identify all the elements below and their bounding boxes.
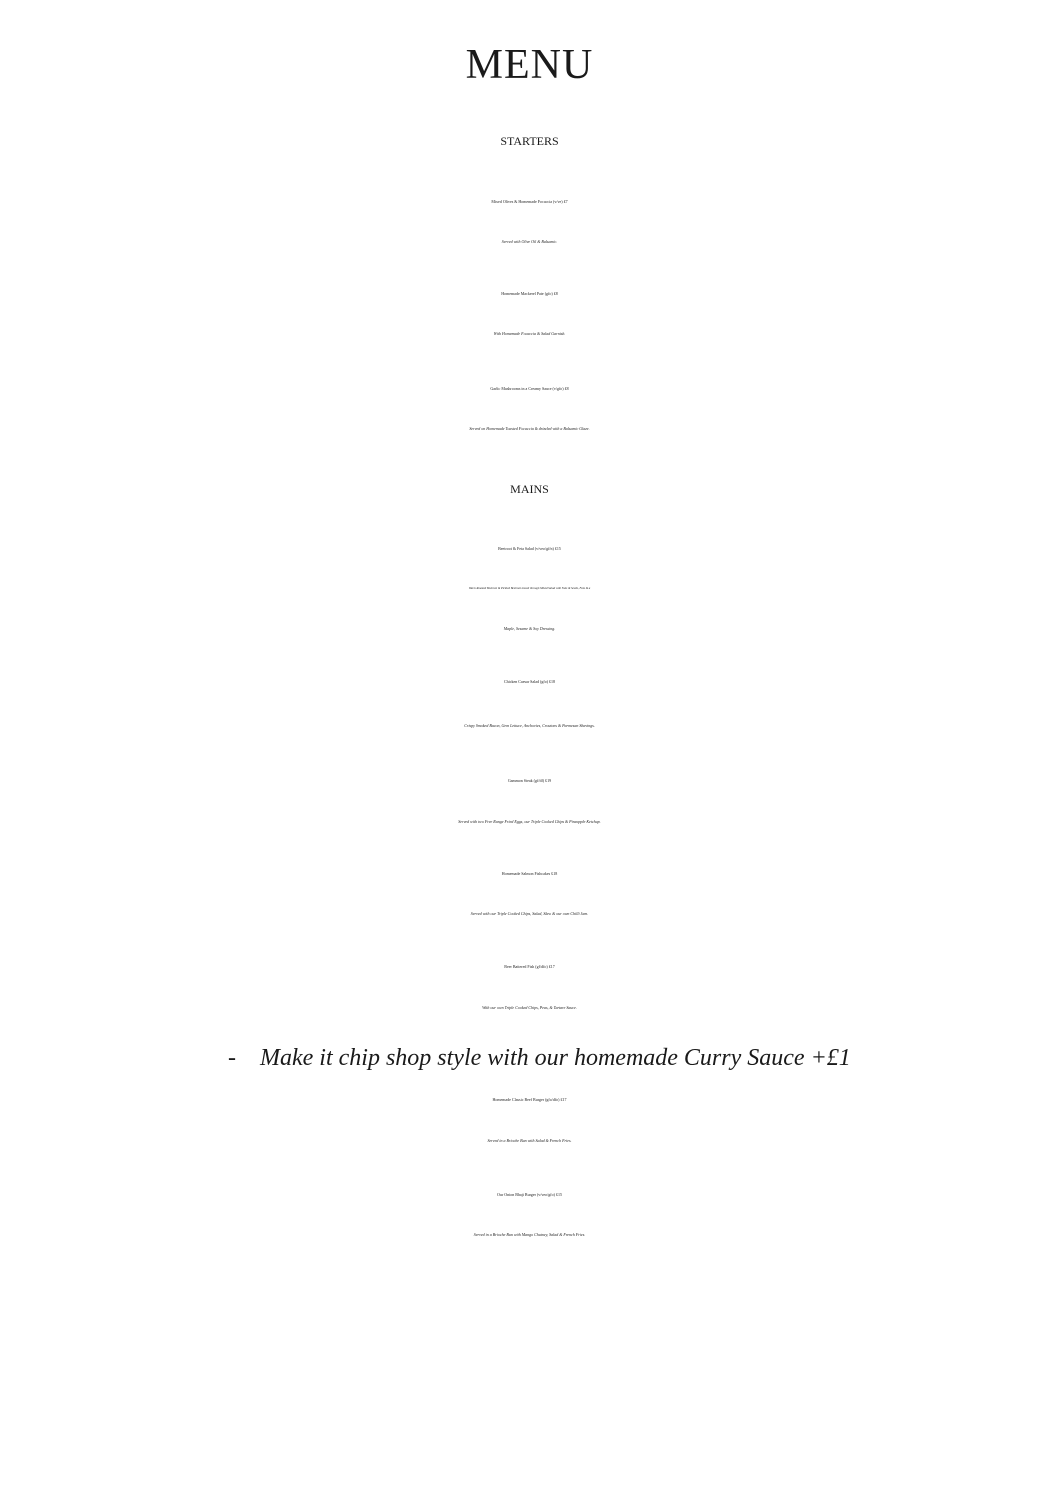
starter-item-description: Served on Homemade Toasted Focaccia & drizzled with a Balsamic Glaze. xyxy=(469,426,590,431)
main-item-description: Served in a Brioche Bun with Salad & French Fries. xyxy=(487,1138,572,1143)
main-item-description: Served in a Brioche Bun with Mango Chutney, Salad & French Fries. xyxy=(473,1232,586,1237)
main-item-description: Served with two Free Range Fried Eggs, our Triple Cooked Chips & Pineapple Ketchup. xyxy=(458,819,601,824)
main-item-description: Maple, Sesame & Soy Dressing. xyxy=(503,626,556,631)
starter-item-name: Homemade Mackerel Pate (gfo) £8 xyxy=(501,291,558,296)
bullet-dash: - xyxy=(228,1045,236,1071)
main-item-extra-option xyxy=(228,1046,851,1070)
main-item-description: Warm Roasted Beetroot & Pickled Beetroot tossed through Mixed Salad with Nuts & Seeds, Feta & a xyxy=(468,586,591,590)
main-item-name: Beetroot & Feta Salad (v/veo/gf/n) £15 xyxy=(498,546,561,551)
starter-item-description: Served with Olive Oil & Balsamic. xyxy=(501,239,558,244)
main-item-name: Chicken Caesar Salad (gfo) £18 xyxy=(503,679,556,684)
menu-title: MENU xyxy=(465,42,594,88)
main-item-name: Homemade Salmon Fishcakes £18 xyxy=(501,871,558,876)
starter-item-name: Mixed Olives & Homemade Focaccia (v/ve) £7 xyxy=(491,199,568,204)
mains-heading: MAINS xyxy=(510,482,549,496)
main-item-name: Our Onion Bhaji Burger (v/veo/gfo) £15 xyxy=(497,1192,562,1197)
main-item-description: With our own Triple Cooked Chips, Peas, & Tartare Sauce. xyxy=(482,1005,577,1010)
starters-heading: STARTERS xyxy=(500,134,559,148)
main-item-description: Served with our Triple Cooked Chips, Salad, Slaw & our own Chilli Jam. xyxy=(470,911,589,916)
main-item-name: Homemade Classic Beef Burger (gfo/dfo) £17 xyxy=(492,1097,567,1102)
main-item-description: Crispy Smoked Bacon, Gem Lettuce, Anchovies, Croutons & Parmesan Shavings. xyxy=(464,723,595,728)
main-item-name: Beer Battered Fish (gf/dfo) £17 xyxy=(504,964,555,969)
starter-item-description: With Homemade Focaccia & Salad Garnish. xyxy=(493,331,566,336)
starter-item-name: Garlic Mushrooms in a Creamy Sauce (v/gfo) £8 xyxy=(490,386,569,391)
main-item-name: Gammon Steak (gf/df) £19 xyxy=(507,778,552,783)
extra-option-text: Make it chip shop style with our homemade Curry Sauce +£1 xyxy=(260,1045,851,1071)
